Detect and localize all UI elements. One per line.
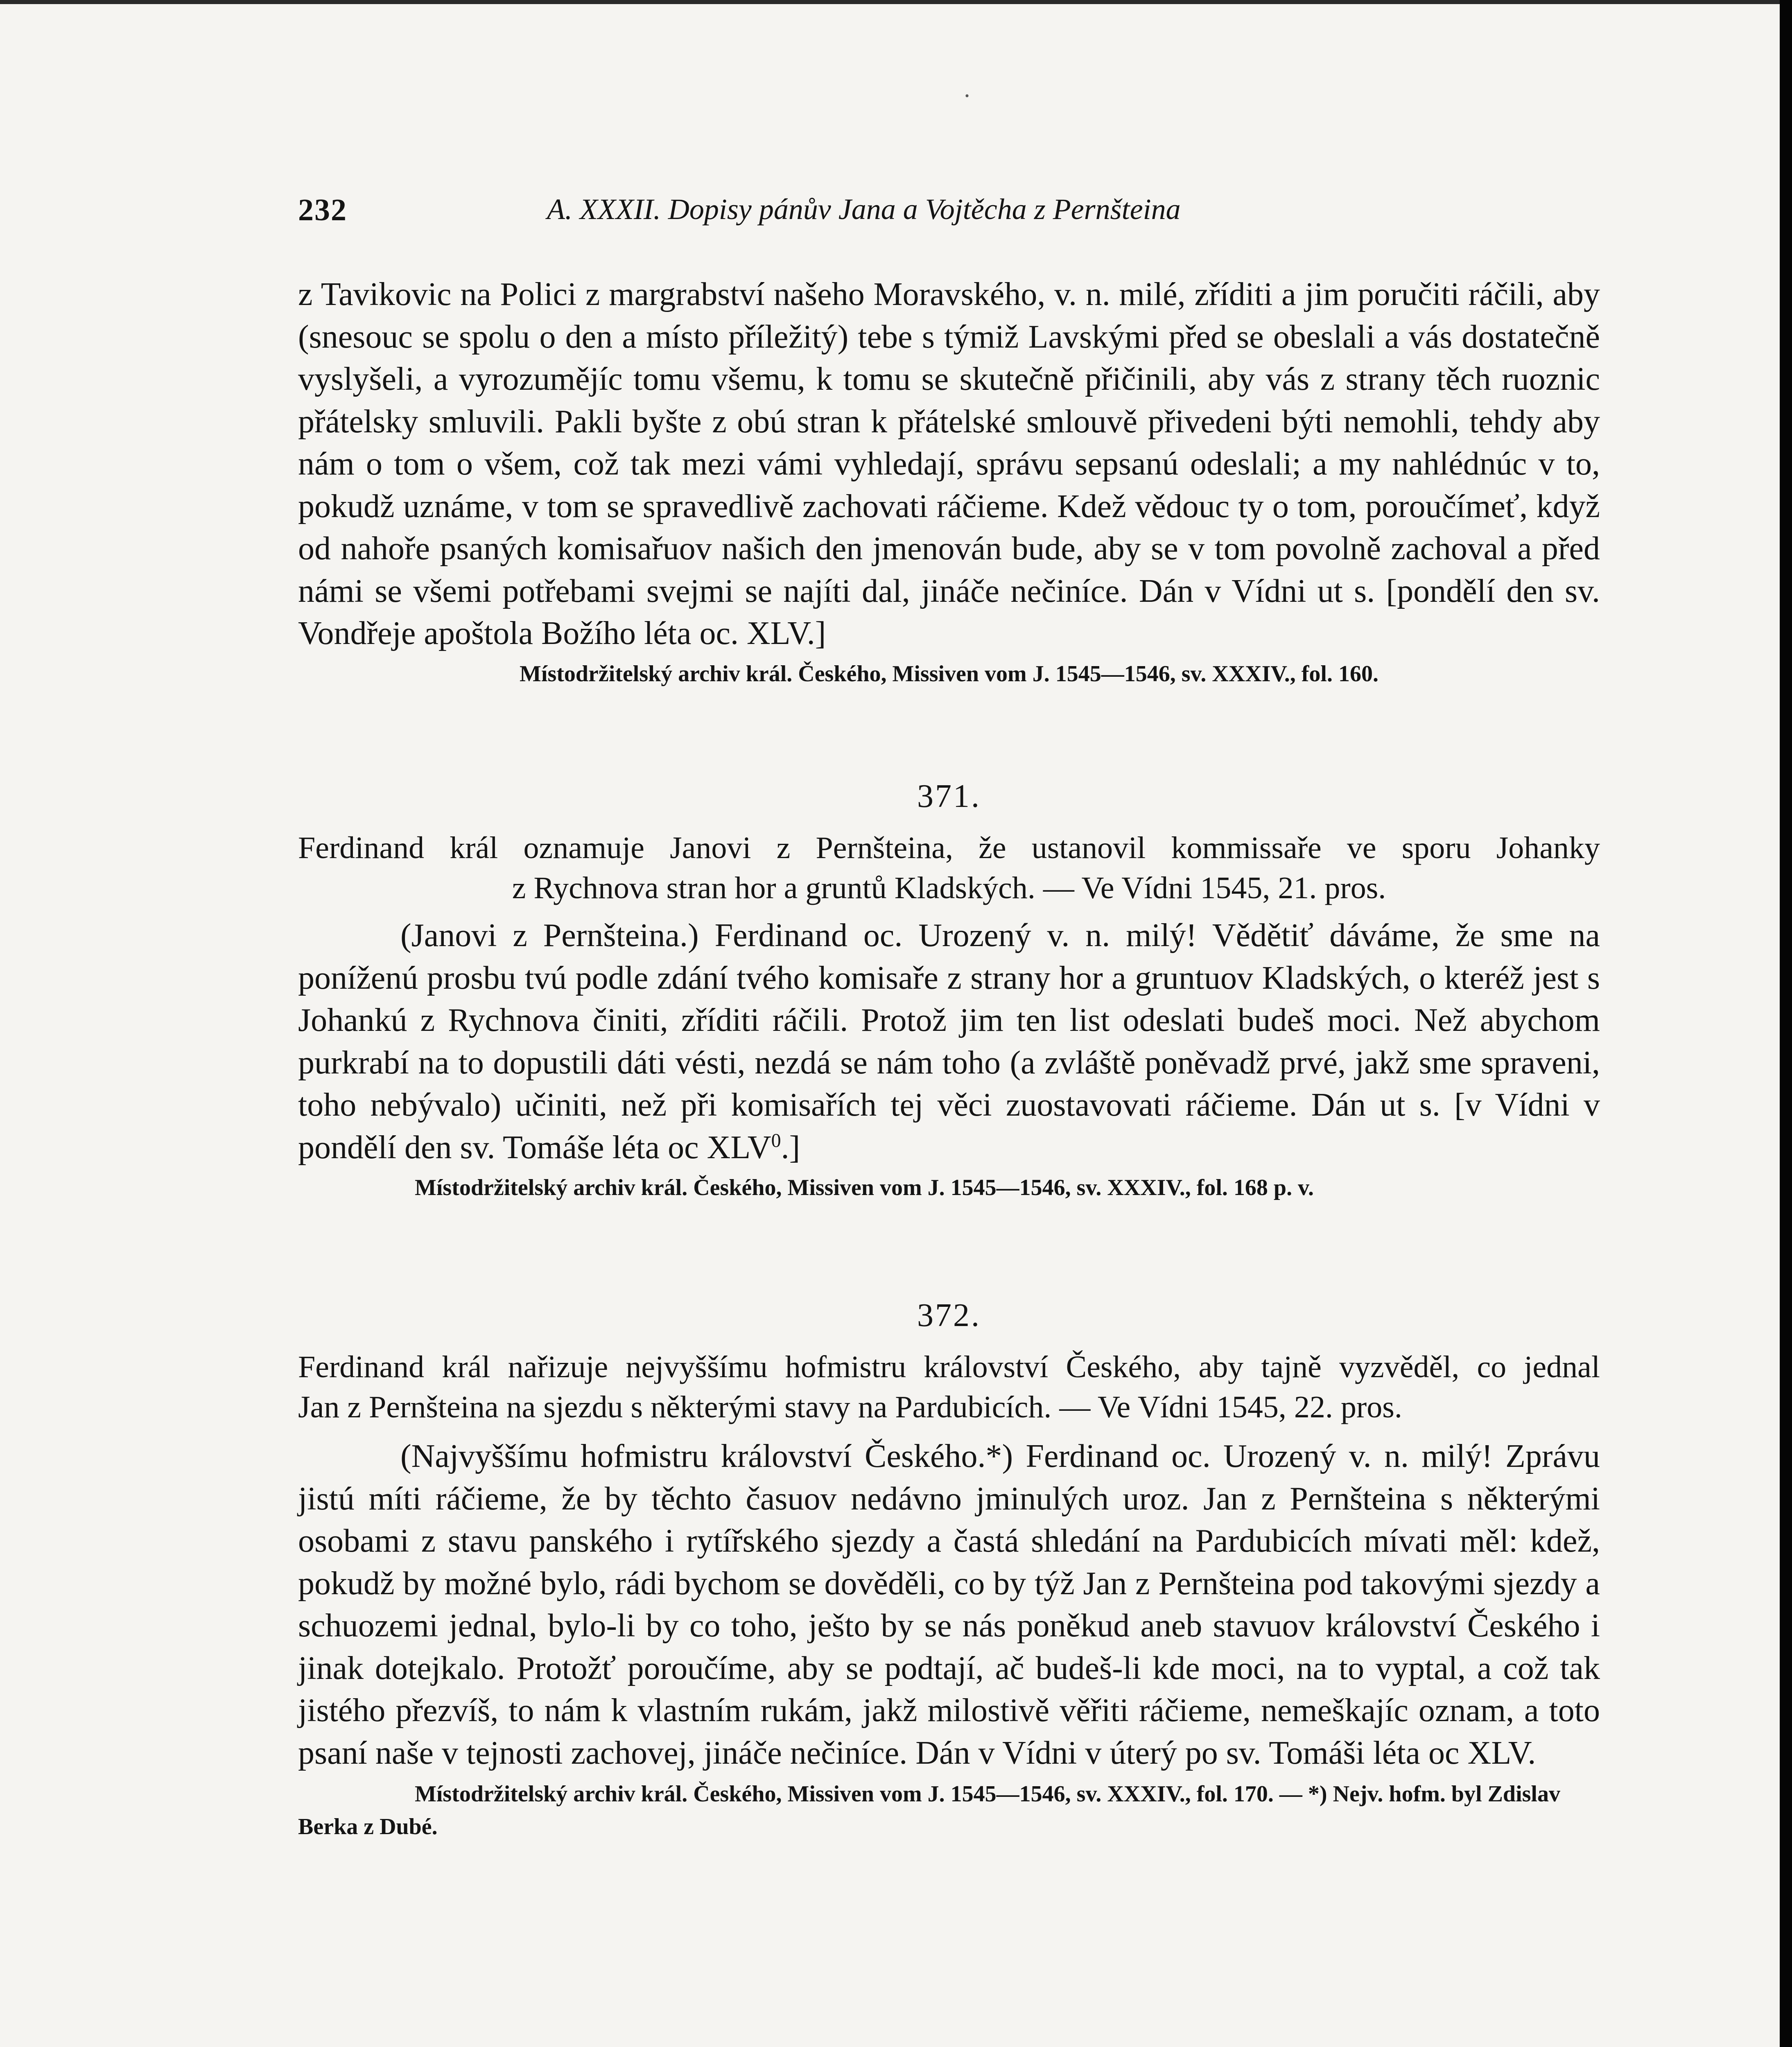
continuation-text: z Tavikovic na Polici z margrabství našeho Moravského, v. n. milé, zříditi a jim poručiti ráčili, aby (snesouc se spolu o den a místo příležitý) tebe s týmiž Lavskými před se obeslali a vás dostatečně vyslyšeli, a vyrozumějíc tomu všemu, k tomu se skutečně přičinili, aby vás z strany těch ruoznic přátelsky smluvili. Pakli byšte z obú stran k přátelské smlouvě přivedeni býti nemohli, tehdy aby nám o tom o všem, což tak mezi vámi vyhledají, správu sepsanú odeslali; a my nahlédnúc v to, pokudž uznáme, v tom se spravedlivě zachovati ráčieme. Kdež vědouc ty o tom, poroučímeť, když od nahoře psaných komisařuov našich den jmenován bude, aby se v tom povolně zachoval a před námi se všemi potřebami svejmi se najíti dal, jináče nečiníce. Dán v Vídni ut s. [pondělí den sv. Vondřeje apoštola Božího léta oc. XLV.] <box>298 276 1600 651</box>
running-title: A. XXXII. Dopisy pánův Jana a Vojtěcha z Pernšteina <box>547 193 1181 226</box>
document-372 <box>298 1347 1600 1843</box>
continuation-section <box>298 273 1600 690</box>
regest-372-line1: Ferdinand král nařizuje nejvyššímu hofmistru království Českého, aby tajně vyzvěděl, co jednal <box>298 1350 1600 1384</box>
regest-371 <box>298 828 1600 908</box>
document-371-body: (Janovi z Pernšteina.) Ferdinand oc. Urozený v. n. milý! Vědětiť dáváme, že sme na poníženú prosbu tvú podle zdání tvého komisaře z strany hor a gruntuov Kladských, o kteréž jest s Johankú z Rychnova činiti, zříditi ráčili. Protož jim ten list odeslati budeš moci. Než abychom purkrabí na to dopustili dáti vésti, nezdá se nám toho (a zvláště poněvadž prvé, jakž sme spraveni, toho nebývalo) učiniti, než při komisařích tej věci zuostavovati ráčieme. Dán ut s. [v Vídni v pondělí den sv. Tomáše léta oc XLV <box>298 917 1600 1166</box>
regest-372 <box>298 1347 1600 1427</box>
document-371 <box>298 828 1600 1204</box>
scan-speck: · <box>963 82 971 109</box>
document-number-372: 372. <box>917 1297 981 1333</box>
regest-372-line2: Jan z Pernšteina na sjezdu s některými stavy na Pardubicích. — Ve Vídni 1545, 22. pros. <box>298 1390 1402 1424</box>
regest-371-line1: Ferdinand král oznamuje Janovi z Pernšteina, že ustanovil kommissaře ve sporu Johanky <box>298 831 1600 865</box>
continuation-source: Místodržitelský archiv král. Českého, Missiven vom J. 1545—1546, sv. XXXIV., fol. 160. <box>520 661 1378 687</box>
document-372-source-footnote: Místodržitelský archiv král. Českého, Missiven vom J. 1545—1546, sv. XXXIV., fol. 170. — *) Nejv. hofm. byl Zdislav Berka z Dubé. <box>298 1781 1560 1839</box>
document-372-text: (Najvyššímu hofmistru království Českého.*) Ferdinand oc. Urozený v. n. milý! Zprávu jistú míti ráčieme, že by těchto časuov nedávno jminulých uroz. Jan z Pernšteina s některými osobami z stavu panského i rytířského sjezdy a častá shledání na Pardubicích mívati měl: kdež, pokudž by možné bylo, rádi bychom se dověděli, co by týž Jan z Pernšteina pod takovými sjezdy a schuozemi jednal, bylo-li by co toho, ješto by se nás poněkud aneb stavuov království Českého i jinak dotejkalo. Protožť poroučíme, aby se podtají, ač budeš-li kde moci, na to vyptal, a což tak jistého přezvíš, to nám k vlastním rukám, jakž milostivě věřiti ráčieme, nemeškajíc oznam, a toto psaní naše v tejnosti zachovej, jináče nečiníce. Dán v Vídni v úterý po sv. Tomáši léta oc XLV. <box>298 1438 1600 1771</box>
regest-371-line2: z Rychnova stran hor a gruntů Kladských. — Ve Vídni 1545, 21. pros. <box>512 871 1386 905</box>
document-371-end: .] <box>781 1129 800 1166</box>
document-number-371: 371. <box>917 778 981 814</box>
document-371-sup: 0 <box>771 1129 781 1151</box>
page-header <box>298 192 1346 237</box>
document-371-source: Místodržitelský archiv král. Českého, Missiven vom J. 1545—1546, sv. XXXIV., fol. 168 p. v. <box>415 1175 1314 1200</box>
scan-border-right <box>1780 0 1792 2047</box>
page-number: 232 <box>298 193 347 227</box>
scan-border-top <box>0 0 1792 4</box>
document-371-text <box>298 915 1600 1169</box>
